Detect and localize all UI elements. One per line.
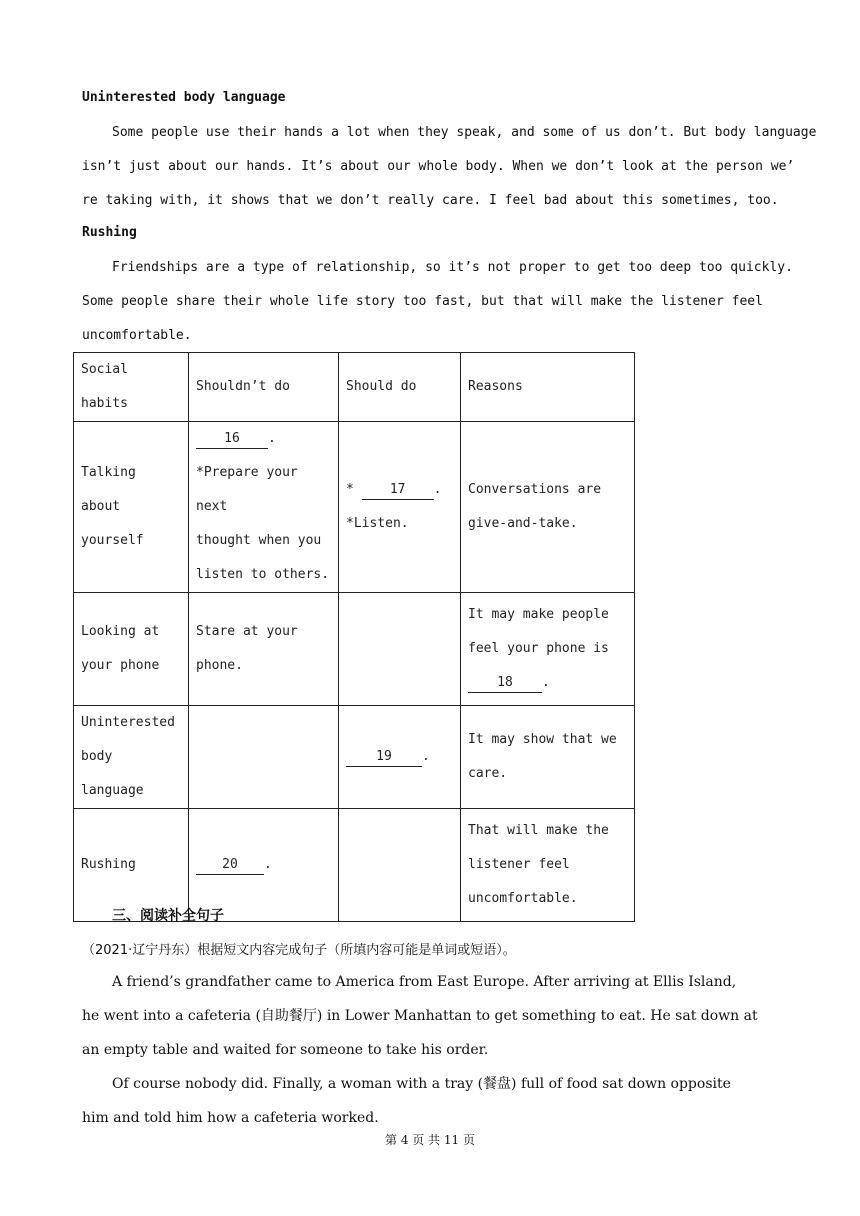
period: . bbox=[433, 482, 442, 497]
paragraph-line: Some people use their hands a lot when they speak, and some of us don’t. But body language bbox=[112, 125, 817, 140]
paragraph-line: an empty table and waited for someone to take his order. bbox=[82, 1042, 489, 1058]
cell-line: listener feel bbox=[468, 857, 570, 872]
header-shouldnt-do: Shouldn’t do bbox=[189, 353, 339, 422]
cell-line: Conversations are bbox=[468, 482, 602, 497]
habit-cell bbox=[74, 593, 189, 706]
table-row bbox=[74, 593, 635, 706]
paragraph-line: he went into a cafeteria (自助餐厅) in Lower Manhattan to get something to eat. He sat down at bbox=[82, 1008, 758, 1024]
asterisk: * bbox=[346, 482, 354, 497]
cell-line: phone. bbox=[196, 658, 243, 673]
should-cell bbox=[339, 706, 461, 809]
paragraph-line: uncomfortable. bbox=[82, 328, 192, 343]
table-row bbox=[74, 422, 635, 593]
shouldnt-cell bbox=[189, 706, 339, 809]
section-heading-rushing: Rushing bbox=[82, 225, 137, 240]
part3-paragraph-2 bbox=[82, 1067, 782, 1135]
cell-line: It may make people bbox=[468, 607, 609, 622]
cell-line: It may show that we bbox=[468, 732, 617, 747]
blank-16[interactable]: 16 bbox=[196, 430, 268, 449]
cell-line: your phone bbox=[81, 658, 160, 673]
part3-title: 三、阅读补全句子 bbox=[112, 908, 224, 924]
paragraph-line: isn’t just about our hands. It’s about our whole body. When we don’t look at the person we’ bbox=[82, 159, 795, 174]
blank-17[interactable]: 17 bbox=[362, 481, 434, 500]
header-should-do: Should do bbox=[339, 353, 461, 422]
page-footer: 第 4 页 共 11 页 bbox=[385, 1133, 475, 1147]
paragraph-line: Some people share their whole life story too fast, but that will make the listener feel bbox=[82, 294, 763, 309]
paragraph-line: A friend’s grandfather came to America from East Europe. After arriving at Ellis Island, bbox=[112, 974, 737, 990]
paragraph-line: him and told him how a cafeteria worked. bbox=[82, 1110, 379, 1126]
cell-line: give-and-take. bbox=[468, 516, 578, 531]
reason-cell bbox=[461, 422, 635, 593]
cell-line: care. bbox=[468, 766, 508, 781]
part3-paragraph-1 bbox=[82, 965, 782, 1067]
table-header-row bbox=[74, 353, 635, 422]
paragraph-line: re taking with, it shows that we don’t really care. I feel bad about this sometimes, too. bbox=[82, 193, 779, 208]
period: . bbox=[542, 675, 550, 690]
reason-cell bbox=[461, 809, 635, 922]
blank-20[interactable]: 20 bbox=[196, 856, 264, 875]
should-cell bbox=[339, 809, 461, 922]
table-row bbox=[74, 706, 635, 809]
cell-line: *Listen. bbox=[346, 516, 409, 531]
cell-line: Looking at bbox=[81, 624, 160, 639]
part3-intro: （2021·辽宁丹东）根据短文内容完成句子（所填内容可能是单词或短语）。 bbox=[82, 943, 516, 958]
header-social-habits: Social habits bbox=[74, 353, 189, 422]
period: . bbox=[422, 749, 430, 764]
blank-19[interactable]: 19 bbox=[346, 748, 422, 767]
blank-18[interactable]: 18 bbox=[468, 674, 542, 693]
cell-line: That will make the bbox=[468, 823, 609, 838]
cell-line: thought when you bbox=[196, 533, 322, 548]
habit-cell bbox=[74, 706, 189, 809]
should-cell bbox=[339, 422, 461, 593]
section-heading-uninterested: Uninterested body language bbox=[82, 90, 286, 105]
cell-line bbox=[196, 848, 331, 882]
social-habits-table bbox=[73, 352, 635, 922]
paragraph-uninterested bbox=[82, 116, 817, 218]
should-cell bbox=[339, 593, 461, 706]
paragraph-line: Of course nobody did. Finally, a woman with a tray (餐盘) full of food sat down opposite bbox=[112, 1076, 731, 1092]
shouldnt-cell bbox=[189, 422, 339, 593]
habit-cell: Rushing bbox=[74, 809, 189, 922]
cell-line: Uninterested bbox=[81, 715, 175, 730]
cell-line: uncomfortable. bbox=[468, 891, 578, 906]
cell-line: feel your phone is bbox=[468, 641, 609, 656]
cell-line: yourself bbox=[81, 533, 144, 548]
paragraph-line: Friendships are a type of relationship, so it’s not proper to get too deep too quickly. bbox=[112, 260, 793, 275]
cell-line: listen to others. bbox=[196, 567, 330, 582]
reason-cell bbox=[461, 706, 635, 809]
cell-line bbox=[346, 473, 453, 507]
period: . bbox=[264, 857, 272, 872]
period: . bbox=[268, 431, 276, 446]
shouldnt-cell bbox=[189, 593, 339, 706]
habit-cell bbox=[74, 422, 189, 593]
paragraph-rushing bbox=[82, 251, 793, 353]
cell-line: *Prepare your next bbox=[196, 465, 298, 514]
cell-line bbox=[346, 740, 453, 774]
cell-line: body language bbox=[81, 749, 144, 798]
cell-line bbox=[196, 422, 331, 456]
cell-line bbox=[468, 666, 627, 700]
cell-line: Talking about bbox=[81, 465, 136, 514]
reason-cell bbox=[461, 593, 635, 706]
header-reasons: Reasons bbox=[461, 353, 635, 422]
cell-line: Stare at your bbox=[196, 624, 298, 639]
